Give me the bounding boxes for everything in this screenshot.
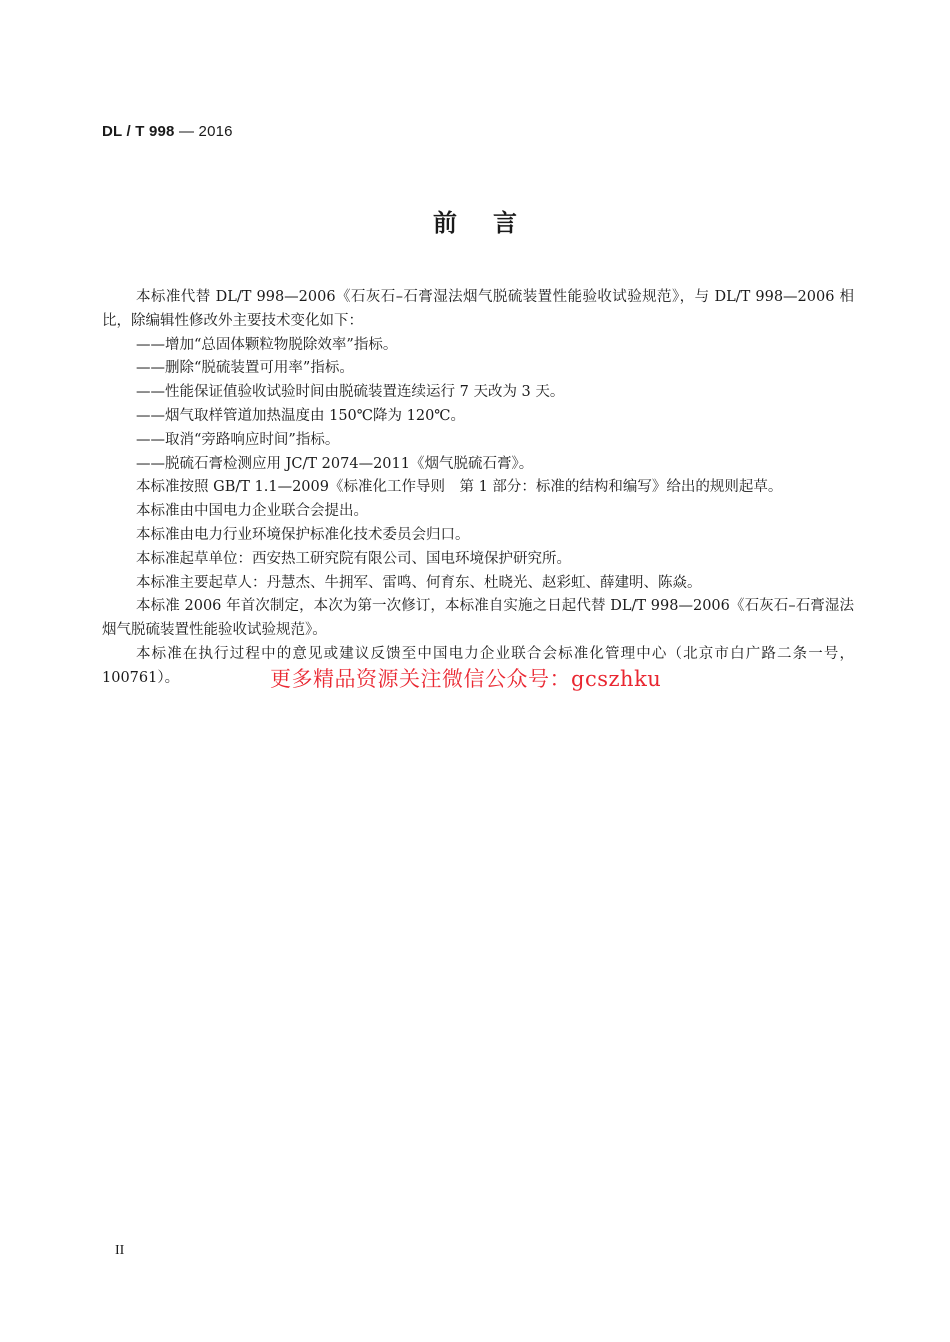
drafting-units-paragraph: 本标准起草单位：西安热工研究院有限公司、国电环境保护研究所。 bbox=[136, 550, 571, 567]
change-item: ——删除“脱硫装置可用率”指标。 bbox=[136, 360, 354, 377]
standard-code-year: — 2016 bbox=[174, 123, 233, 140]
change-item: ——取消“旁路响应时间”指标。 bbox=[136, 431, 340, 448]
standard-code-number: DL / T 998 bbox=[102, 123, 175, 140]
proposed-by-paragraph: 本标准由中国电力企业联合会提出。 bbox=[136, 503, 368, 520]
change-item: ——烟气取样管道加热温度由 150℃降为 120℃。 bbox=[136, 407, 466, 424]
intro-paragraph: 本标准代替 DL/T 998—2006《石灰石–石膏湿法烟气脱硫装置性能验收试验规范》，与 DL/T 998—2006 相比，除编辑性修改外主要技术变化如下： bbox=[102, 289, 854, 329]
contact-paragraph: 本标准在执行过程中的意见或建议反馈至中国电力企业联合会标准化管理中心（北京市白广路二条一号，100761）。 bbox=[102, 645, 854, 686]
standard-code bbox=[102, 123, 233, 140]
foreword-body bbox=[102, 286, 854, 691]
change-item: ——增加“总固体颗粒物脱除效率”指标。 bbox=[136, 336, 398, 353]
history-paragraph: 本标准 2006 年首次制定，本次为第一次修订，本标准自实施之日起代替 DL/T 998—2006《石灰石–石膏湿法烟气脱硫装置性能验收试验规范》。 bbox=[102, 598, 854, 639]
change-item: ——性能保证值验收试验时间由脱硫装置连续运行 7 天改为 3 天。 bbox=[136, 384, 565, 401]
drafters-paragraph: 本标准主要起草人：丹慧杰、牛拥军、雷鸣、何育东、杜晓光、赵彩虹、薛建明、陈焱。 bbox=[136, 574, 702, 591]
page-title: 前言 bbox=[433, 209, 553, 237]
change-item: ——脱硫石膏检测应用 JC/T 2074—2011《烟气脱硫石膏》。 bbox=[136, 455, 534, 472]
managed-by-paragraph: 本标准由电力行业环境保护标准化技术委员会归口。 bbox=[136, 526, 470, 543]
drafting-rule-paragraph: 本标准按照 GB/T 1.1—2009《标准化工作导则 第 1 部分：标准的结构和编写》给出的规则起草。 bbox=[136, 479, 783, 496]
watermark-text: 更多精品资源关注微信公众号：gcszhku bbox=[270, 667, 662, 691]
page-number: II bbox=[115, 1243, 125, 1258]
